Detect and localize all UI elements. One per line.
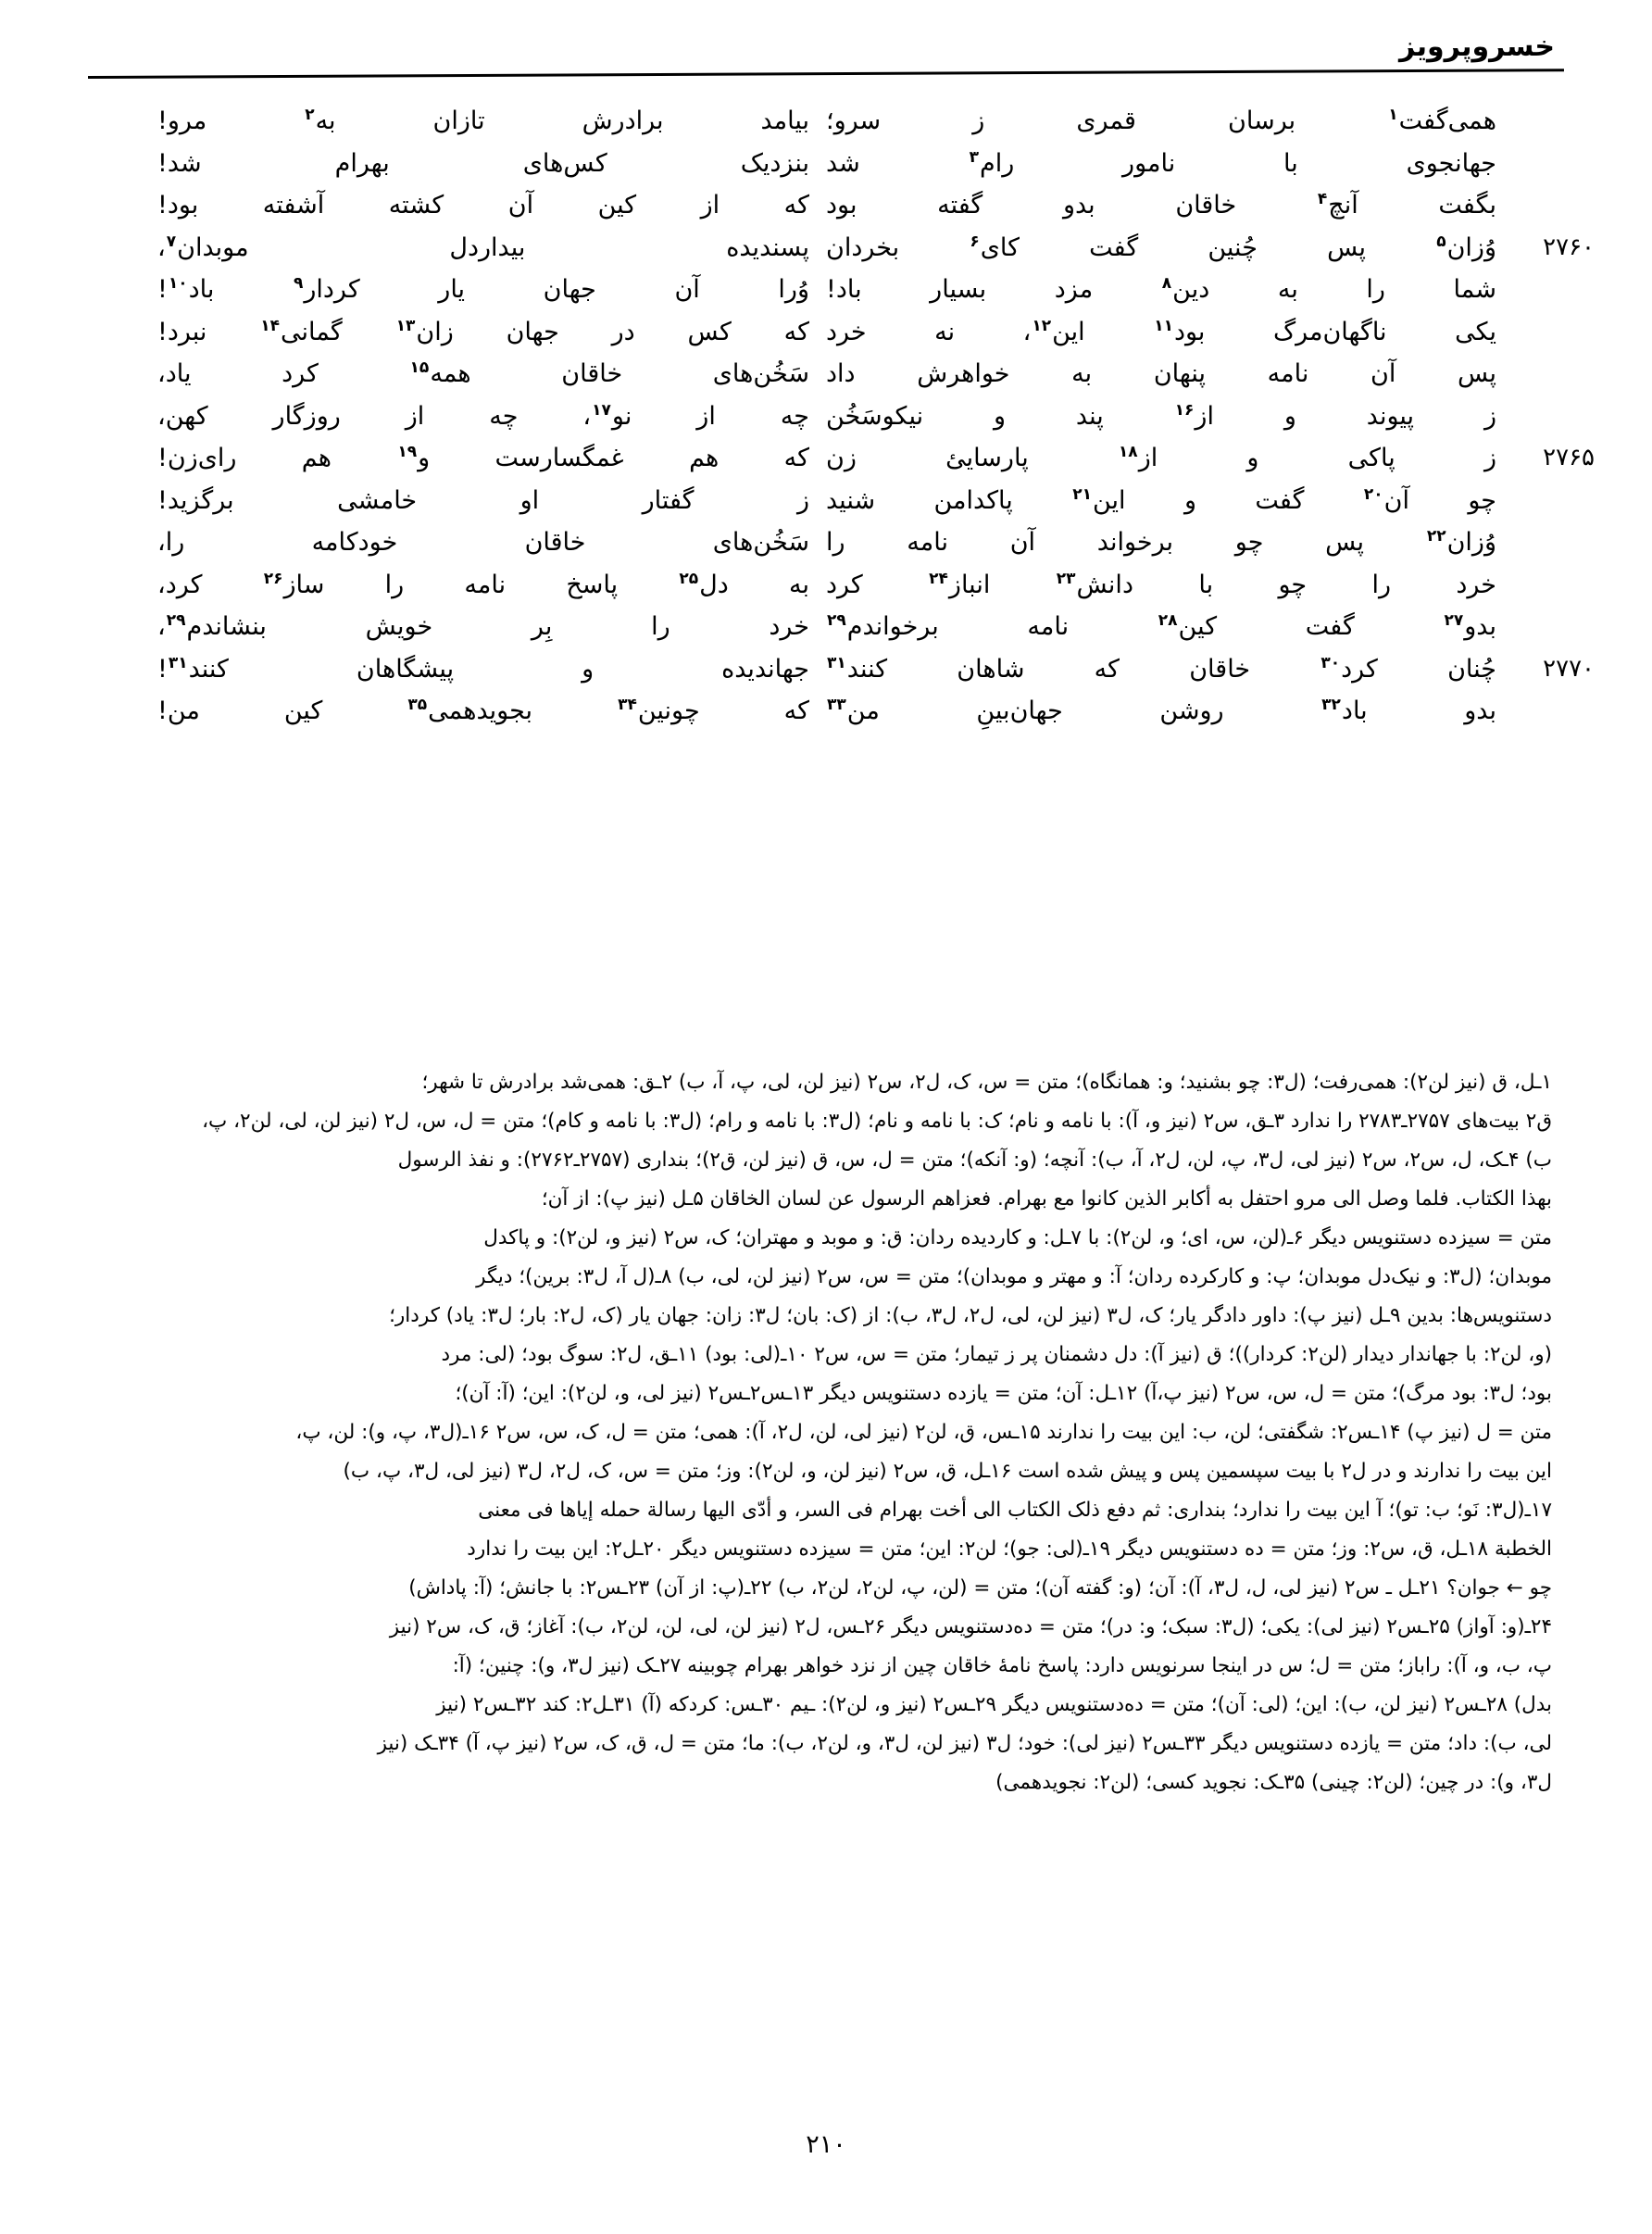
hemistich-second-text — [157, 690, 809, 732]
hemistich-first — [826, 437, 1595, 479]
hemistich-text: این — [1052, 317, 1154, 346]
hemistich-text: گفت و این — [1092, 485, 1363, 515]
footnote-marker[interactable]: ۲۹ — [827, 611, 846, 630]
hemistich-text: یکی ناگهان‌مرگ بود — [1173, 317, 1497, 346]
running-head-title: خسروپرویز — [1399, 31, 1555, 63]
hemistich-text: پس آن نامه پنهان به خواهرش داد — [826, 359, 1496, 388]
apparatus-line: متن = ل (نیز پ) ۱۴ـس۲: شگفتی؛ لن، ب: این بیت را ندارند ۱۵ـس، ق، لن۲ (نیز لی، لن، ل۲، آ): همی؛ متن = ل، ک، س، س۲ ۱۶ـ(ل۳، پ، و): لن، پ، — [295, 1421, 1552, 1444]
hemistich-second — [130, 227, 826, 269]
apparatus-line: ب) ۴ـک، ل، س۲، س۲ (نیز لی، ل۳، پ، لن، ل۲، آ، ب): آنچه؛ (و: آنکه)؛ متن = ل، س، ق (نیز لن، ق۲)؛ بنداری (۲۷۵۷ـ۲۷۶۲): و نفذ الرسول — [397, 1148, 1552, 1172]
hemistich-text: وُزان — [1446, 528, 1496, 557]
hemistich-text: مزد بسیار باد! — [826, 275, 1161, 304]
apparatus-line: بهذا الکتاب. فلما وصل الی مرو احتفل به أکابر الذین کانوا مع بهرام. فعزاهم الرسول عن لسان الخاقان ۵ـل (نیز پ): از آن؛ — [541, 1187, 1552, 1211]
hemistich-text: انباز — [948, 570, 1056, 599]
hemistich-first-text — [826, 648, 1496, 690]
hemistich-first-text — [826, 100, 1496, 142]
hemistich-text: جهاندیده و پیشگاهان کنند — [188, 654, 809, 684]
footnote-marker[interactable]: ۳ — [969, 147, 979, 167]
hemistich-text: خرد را چو با دانش — [1076, 570, 1497, 599]
hemistich-second-text — [157, 521, 809, 563]
hemistich-second-text — [157, 227, 809, 269]
hemistich-text: چو آن — [1383, 485, 1496, 515]
hemistich-text: چُنان کرد — [1341, 654, 1496, 684]
verse-block — [130, 100, 1595, 1026]
hemistich-text: پسندیده بیداردل موبدان — [177, 232, 809, 262]
hemistich-second-text — [157, 184, 809, 226]
hemistich-text: بدو باد — [1341, 697, 1496, 725]
hemistich-second-text — [157, 648, 809, 690]
footnote-marker[interactable]: ۳۱ — [827, 653, 846, 672]
verse-number: ۲۷۷۰ — [1543, 654, 1595, 683]
footnote-marker[interactable]: ۱۶ — [1174, 400, 1195, 420]
hemistich-text: پاسخ نامه را ساز — [283, 570, 679, 599]
apparatus-line: بود؛ ل۳: بود مرگ)؛ متن = ل، س، س۲ (نیز پ،آ) ۱۲ـل: آن؛ متن = یازده دستنویس دیگر ۱۳ـس۲ـس۲ (نیز لی، و، لن۲): این؛ (آ: آن)؛ — [455, 1382, 1552, 1405]
footnote-marker[interactable]: ۲۷ — [1444, 611, 1464, 630]
footnote-marker[interactable]: ۱ — [1388, 106, 1398, 124]
hemistich-text: ز پاکی و از — [1138, 444, 1496, 472]
footnote-marker[interactable]: ۳۰ — [1320, 653, 1341, 672]
hemistich-text: باد — [188, 275, 293, 304]
verse-couplet — [130, 311, 1522, 354]
footnote-marker[interactable]: ۱۰ — [168, 274, 188, 293]
hemistich-first — [826, 269, 1522, 310]
hemistich-second — [130, 521, 826, 563]
hemistich-second — [130, 606, 826, 647]
hemistich-text: ز پیوند و از — [1195, 401, 1496, 431]
hemistich-text: هم رای‌زن! — [157, 444, 397, 472]
footnote-marker[interactable]: ۲۳ — [1056, 569, 1076, 588]
header-rule — [88, 69, 1564, 79]
hemistich-second-text — [157, 353, 809, 395]
hemistich-text: نبرد! — [157, 317, 260, 346]
hemistich-text: بیامد برادرش تازان به — [315, 107, 809, 135]
hemistich-text: پاکدامن شنید — [826, 485, 1072, 515]
verse-couplet — [130, 227, 1595, 270]
footnote-marker[interactable]: ۱۱ — [1154, 316, 1173, 335]
hemistich-text: پند و نیکوسَخُن — [826, 401, 1174, 431]
footnote-marker[interactable]: ۱۳ — [395, 316, 416, 335]
hemistich-first — [826, 143, 1522, 184]
hemistich-text: ز گفتار او خامشی برگزید! — [157, 485, 809, 515]
hemistich-second-text — [157, 143, 809, 184]
footnote-marker[interactable]: ۵ — [1436, 232, 1446, 251]
hemistich-first-text — [826, 143, 1496, 184]
hemistich-second — [130, 690, 826, 732]
hemistich-text: پارسایئ زن — [826, 444, 1118, 472]
hemistich-text: بجویدهمی — [428, 697, 618, 725]
footnote-marker[interactable]: ۱۴ — [260, 316, 281, 335]
hemistich-first — [826, 353, 1522, 395]
hemistich-text: ، چه از روزگار کهن، — [157, 401, 592, 431]
hemistich-second — [130, 269, 826, 310]
apparatus-line: الخطبة ۱۸ـل، ق، س۲: وز؛ متن = ده دستنویس دیگر ۱۹ـ(لی: جو)؛ لن۲: این؛ متن = سیزده دستنویس دیگر ۲۰ـل۲: این بیت را ندارد — [467, 1537, 1552, 1561]
verse-couplet — [130, 648, 1595, 691]
footnote-marker[interactable]: ۳۲ — [1321, 696, 1341, 714]
hemistich-first — [826, 395, 1522, 437]
apparatus-line: ق۲ بیت‌های ۲۷۵۷ـ۲۷۸۳ را ندارد ۳ـق، س۲ (نیز و، آ): با نامه و نام؛ ک: با نامه و نام؛ (ل۳: با نامه و رام؛ (ل۳: با نامه و کام)؛ متن = ل، س، ل۲ (نیز لن، لی، لن۲، پ، — [202, 1110, 1552, 1133]
hemistich-text: وُزان — [1446, 232, 1496, 262]
hemistich-first-text — [826, 480, 1496, 521]
hemistich-second — [130, 184, 826, 226]
hemistich-first-text — [826, 353, 1496, 395]
hemistich-text: پس چُنین گفت کای — [980, 232, 1436, 262]
hemistich-text: پس چو برخواند آن نامه را — [826, 528, 1426, 557]
hemistich-second — [130, 311, 826, 353]
hemistich-text: خرد را بِر خویش بنشاندم — [186, 612, 809, 641]
critical-apparatus — [100, 1063, 1552, 1802]
hemistich-text: چه از نو — [611, 401, 809, 431]
verse-couplet — [130, 606, 1522, 648]
hemistich-second — [130, 100, 826, 142]
footnote-marker[interactable]: ۱۹ — [397, 443, 418, 461]
hemistich-second-text — [157, 395, 809, 437]
hemistich-second — [130, 480, 826, 521]
footnote-marker[interactable]: ۱۸ — [1118, 443, 1138, 461]
hemistich-first — [826, 227, 1595, 269]
apparatus-line: دستنویس‌ها: بدین ۹ـل (نیز پ): داور دادگر یار؛ ک، ل۳ (نیز لن، لی، ل۲، ل۳، ب): از (ک: بان؛ ل۳: زان: جهان یار (ک، ل۲: بار؛ ل۳: یاد) کردار؛ — [389, 1304, 1552, 1327]
hemistich-first — [826, 521, 1522, 563]
hemistich-text: به دل — [699, 570, 809, 599]
hemistich-first — [826, 606, 1522, 647]
apparatus-line: ۱ـل، ق (نیز لن۲): همی‌رفت؛ (ل۳: چو بشنید؛ و: همانگاه)؛ متن = س، ک، ل۲، س۲ (نیز لن، لی، پ، آ، ب) ۲ـق: همی‌شد برادرش تا شهر؛ — [421, 1071, 1552, 1094]
verse-couplet — [130, 521, 1522, 564]
hemistich-first — [826, 100, 1522, 142]
hemistich-text: که چونین — [637, 697, 809, 725]
hemistich-second-text — [157, 100, 809, 142]
hemistich-text: گفت کین — [1178, 612, 1444, 641]
hemistich-first — [826, 311, 1522, 353]
footnote-marker[interactable]: ۱۲ — [1032, 316, 1052, 335]
hemistich-text: ! — [157, 275, 168, 304]
footnote-marker[interactable]: ۱۵ — [409, 358, 430, 377]
footnote-marker[interactable]: ۳۱ — [168, 653, 188, 672]
hemistich-text: بنزدیک کس‌های بهرام شد! — [157, 148, 809, 178]
hemistich-first-text — [826, 564, 1496, 606]
hemistich-text: خاقان که شاهان کنند — [846, 654, 1320, 684]
verse-couplet — [130, 437, 1595, 480]
verse-couplet — [130, 100, 1522, 143]
verse-couplet — [130, 353, 1522, 395]
hemistich-text: بدو — [1464, 612, 1496, 641]
hemistich-first-text — [826, 311, 1496, 353]
hemistich-second-text — [157, 564, 809, 606]
hemistich-text: بگفت آنچ — [1328, 191, 1497, 220]
footnote-marker[interactable]: ۳۳ — [827, 696, 846, 714]
apparatus-line: متن = سیزده دستنویس دیگر ۶ـ(لن، س، ای؛ و، لن۲): با ۷ـل: و کاردیده ردان: ق: و موبد و مهتران؛ ک، س۲ (نیز و، لن۲): و پاکدل — [483, 1226, 1552, 1249]
hemistich-text: وُرا آن جهان یار کردار — [304, 275, 809, 304]
hemistich-second — [130, 437, 826, 479]
verse-couplet — [130, 564, 1522, 607]
hemistich-text: مرو! — [157, 107, 305, 135]
hemistich-second — [130, 395, 826, 437]
hemistich-text: کرد — [826, 570, 929, 599]
hemistich-first-text — [826, 227, 1496, 269]
footnote-marker[interactable]: ۴ — [1317, 190, 1328, 208]
hemistich-first-text — [826, 521, 1496, 563]
hemistich-text: سَخُن‌های خاقان همه — [430, 359, 809, 388]
hemistich-first-text — [826, 437, 1496, 479]
verse-number: ۲۷۶۵ — [1543, 444, 1595, 471]
folio-number: ۲۱۰ — [806, 2130, 846, 2159]
footnote-marker[interactable]: ۲۶ — [263, 569, 283, 588]
hemistich-first — [826, 184, 1522, 226]
hemistich-text: نامه برخواندم — [846, 612, 1158, 641]
verse-couplet — [130, 269, 1522, 311]
hemistich-second — [130, 143, 826, 184]
verse-couplet — [130, 184, 1522, 227]
hemistich-text: شما را به دین — [1172, 275, 1497, 304]
footnote-marker[interactable]: ۲۸ — [1158, 611, 1178, 630]
footnote-marker[interactable]: ۳۵ — [407, 696, 428, 714]
hemistich-second-text — [157, 311, 809, 353]
hemistich-first-text — [826, 606, 1496, 647]
apparatus-line: این بیت را ندارند و در ل۲ با بیت سپسمین پس و پیش شده است ۱۶ـل، ق، س۲ (نیز لن، و، لن۲): وز؛ متن = س، ک، ل۲، ل۳ (نیز لی، ل۳، پ، ب) — [343, 1460, 1552, 1483]
hemistich-text: ، — [157, 612, 166, 641]
hemistich-text: کین من! — [157, 697, 407, 725]
apparatus-line: ۱۷ـ(ل۳: نَو؛ ب: تو)؛ آ این بیت را ندارد؛ بنداری: ثم دفع ذلک الکتاب الی أخت بهرام فی السر، و أدّی الیها رسالة حمله إیاها فی معنی — [478, 1499, 1552, 1522]
hemistich-second — [130, 648, 826, 690]
apparatus-line: ل۳، و): در چین؛ (لن۲: چینی) ۳۵ـک: نجوید کسی؛ (لن۲: نجویدهمی) — [995, 1771, 1552, 1794]
apparatus-line: بدل) ۲۸ـس۲ (نیز لن، ب): این؛ (لی: آن)؛ متن = ده‌دستنویس دیگر ۲۹ـس۲ (نیز و، لن۲): ـیم ۳۰ـس: کردکه (آ) ۳۱ـل۲: کند ۳۲ـس۲ (نیز — [436, 1693, 1552, 1716]
hemistich-first — [826, 480, 1522, 521]
footnote-marker[interactable]: ۲ — [305, 106, 315, 124]
hemistich-text: شد — [826, 148, 969, 178]
hemistich-text: ، نه خرد — [826, 317, 1032, 346]
footnote-marker[interactable]: ۲۰ — [1363, 484, 1383, 504]
hemistich-text: همی‌گفت — [1398, 107, 1496, 135]
verse-couplet — [130, 143, 1522, 185]
footnote-marker[interactable]: ۷ — [166, 232, 177, 251]
verse-number: ۲۷۶۰ — [1543, 232, 1595, 261]
hemistich-second-text — [157, 480, 809, 521]
apparatus-line: ۲۴ـ(و: آواز) ۲۵ـس۲ (نیز لی): یکی؛ (ل۳: سبک؛ و: در)؛ متن = ده‌دستنویس دیگر ۲۶ـس، ل۲ (نیز لن، لی، لن، لن۲، ب): آغاز؛ ق، ک، س۲ (نیز — [389, 1615, 1552, 1638]
hemistich-text: گمانی — [281, 317, 395, 346]
hemistich-first — [826, 690, 1522, 732]
hemistich-first-text — [826, 395, 1496, 437]
apparatus-line: چو ← جوان؟ ۲۱ـل ـ س۲ (نیز لی، ل، ل۳، آ): آن؛ (و: گفته آن)؛ متن = (لن، پ، لن۲، لن۲، ب) ۲۲ـ(پ: از آن) ۲۳ـس۲: با جانش؛ (آ: پاداش) — [408, 1576, 1552, 1600]
verse-couplet — [130, 480, 1522, 522]
hemistich-text: ! — [157, 654, 168, 684]
hemistich-text: بخردان — [826, 232, 970, 262]
hemistich-second — [130, 353, 826, 395]
footnote-marker[interactable]: ۲۲ — [1426, 527, 1446, 546]
footnote-marker[interactable]: ۸ — [1161, 274, 1172, 293]
running-head — [88, 33, 1564, 85]
hemistich-first-text — [826, 184, 1496, 226]
hemistich-first — [826, 648, 1595, 690]
hemistich-text: که هم غمگسارست و — [418, 444, 809, 472]
footnote-marker[interactable]: ۲۴ — [929, 569, 948, 588]
hemistich-second-text — [157, 606, 809, 647]
hemistich-text: کرد یاد، — [157, 359, 409, 388]
hemistich-second-text — [157, 269, 809, 310]
hemistich-text: برسان قمری ز سرو؛ — [826, 107, 1388, 135]
hemistich-text: کرد، — [157, 570, 263, 599]
hemistich-text: که از کین آن کشته آشفته بود! — [157, 191, 809, 220]
verse-couplet — [130, 690, 1522, 733]
hemistich-text: روشن جهان‌بینِ من — [846, 697, 1321, 725]
hemistich-text: خاقان بدو گفته بود — [826, 191, 1317, 220]
apparatus-line: پ، ب، و، آ): راباز؛ متن = ل؛ س در اینجا سرنویس دارد: پاسخ نامهٔ خاقان چین از نزد خواهر بهرام چوبینه ۲۷ـک (نیز ل۳، و): چنین؛ (آ: — [452, 1654, 1552, 1677]
hemistich-second — [130, 564, 826, 606]
hemistich-first — [826, 564, 1522, 606]
hemistich-second-text — [157, 437, 809, 479]
hemistich-text: ، — [157, 232, 166, 262]
hemistich-text: سَخُن‌های خاقان خودکامه را، — [157, 528, 809, 557]
hemistich-first-text — [826, 690, 1496, 732]
footnote-marker[interactable]: ۱۷ — [592, 400, 611, 420]
footnote-marker[interactable]: ۳۴ — [618, 696, 637, 714]
footnote-marker[interactable]: ۲۹ — [166, 611, 186, 630]
footnote-marker[interactable]: ۲۱ — [1072, 484, 1092, 504]
hemistich-text: جهانجوی با نامور رام — [980, 148, 1496, 178]
hemistich-text: که کس در جهان زان — [416, 317, 809, 346]
apparatus-line: (و، لن۲: با جهاندار دیدار (لن۲: کردار))؛ ق (نیز آ): دل دشمنان پر ز تیمار؛ متن = س، س۲ ۱۰ـ(لی: بود) ۱۱ـق، ل۲: سوگ بود؛ (لی: مرد — [441, 1343, 1552, 1366]
apparatus-line: موبدان؛ (ل۳: و نیک‌دل موبدان؛ پ: و کارکرده ردان؛ آ: و مهتر و موبدان)؛ متن = س، س۲ (نیز لن، لی، ب) ۸ـ(ل آ، ل۳: برین)؛ دیگر — [476, 1265, 1552, 1288]
footnote-marker[interactable]: ۹ — [293, 274, 304, 293]
verse-couplet — [130, 395, 1522, 438]
apparatus-line: لی، ب): داد؛ متن = یازده دستنویس دیگر ۳۳ـس۲ (نیز لی): خود؛ ل۳ (نیز لن، ل۳، و، لن۲، ب): ما؛ متن = ل، ق، ک، س۲ (نیز پ، آ) ۳۴ـک (نیز — [377, 1732, 1552, 1755]
footnote-marker[interactable]: ۲۵ — [679, 569, 699, 588]
hemistich-first-text — [826, 269, 1496, 310]
footnote-marker[interactable]: ۶ — [970, 232, 980, 251]
